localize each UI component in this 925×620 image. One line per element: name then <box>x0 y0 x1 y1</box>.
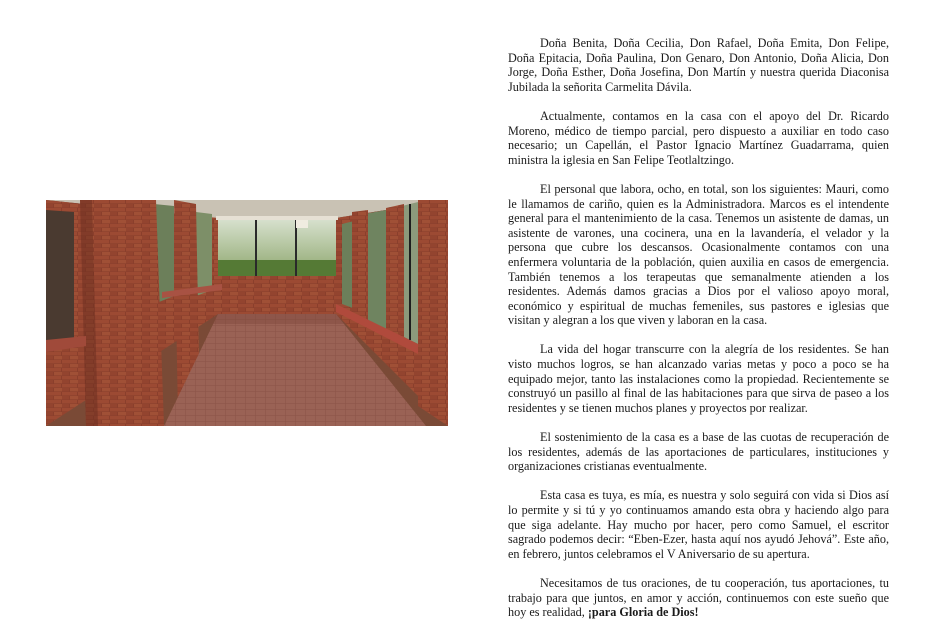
closing-emphasis: ¡para Gloria de Dios! <box>587 605 699 620</box>
paragraph-anniversary: Esta casa es tuya, es mía, es nuestra y solo seguirá con vida si Dios así lo permite y si tú y yo continuamos amando esta obra y haciendo algo para que siga adelante. Hay mucho por hacer, pero como Samuel, el escritor sagrado podemos decir: “Eben-Ezer, hasta aquí nos ayudó Jehová”. Este año, en febrero, juntos celebramos el V Aniversario de su apertura. <box>508 488 889 561</box>
article-text <box>508 36 889 620</box>
paragraph-closing <box>508 576 889 620</box>
paragraph-funding: El sostenimiento de la casa es a base de las cuotas de recuperación de los residentes, además de las aportaciones de particulares, instituciones y organizaciones cristianas eventualmente. <box>508 430 889 474</box>
paragraph-residents: Doña Benita, Doña Cecilia, Don Rafael, Doña Emita, Don Felipe, Doña Epitacia, Doña Paulina, Don Genaro, Don Antonio, Doña Alicia, Don Jorge, Doña Esther, Doña Josefina, Don Martín y nuestra querida Diaconisa Jubilada la señorita Carmelita Dávila. <box>508 36 889 94</box>
brick-corridor-photo <box>46 200 448 426</box>
brick-corridor-image <box>46 200 448 426</box>
closing-text: Necesitamos de tus oraciones, de tu cooperación, tus aportaciones, tu trabajo para que juntos, en amor y acción, continuemos con este sueño que hoy es realidad, <box>508 575 889 620</box>
paragraph-home-life: La vida del hogar transcurre con la alegría de los residentes. Se han visto muchos logros, se han alcanzado varias metas y poco a poco se ha equipado mejor, tanto las instalaciones como la propiedad. Recientemente se construyó un pasillo al final de las habitaciones para que sirva de paseo a los residentes y se tienen muchos planes y proyectos por realizar. <box>508 342 889 415</box>
paragraph-medical-staff: Actualmente, contamos en la casa con el apoyo del Dr. Ricardo Moreno, médico de tiempo parcial, pero dispuesto a auxiliar en todo caso necesario; un Capellán, el Pastor Ignacio Martínez Guadarrama, quien ministra la iglesia en San Felipe Teotlaltzingo. <box>508 108 889 167</box>
paragraph-personnel: El personal que labora, ocho, en total, son los siguientes: Mauri, como le llamamos de cariño, quien es la Administradora. Marcos es el intendente general para el mantenimiento de la casa. Tenemos un asistente de damas, un asistente de varones, una cocinera, una en la lavandería, el velador y la persona que cubre los descansos. Ocasionalmente contamos con una enfermera voluntaria de la población, quien auxilia en casos de emergencia. También tenemos a los terapeutas que semanalmente atienden a los residentes. Además damos gracias a Dios por el valioso apoyo moral, económico y espiritual de muchas femeniles, sus pastores e iglesias que visitan y alegran a los que viven y laboran en la casa. <box>508 181 889 328</box>
